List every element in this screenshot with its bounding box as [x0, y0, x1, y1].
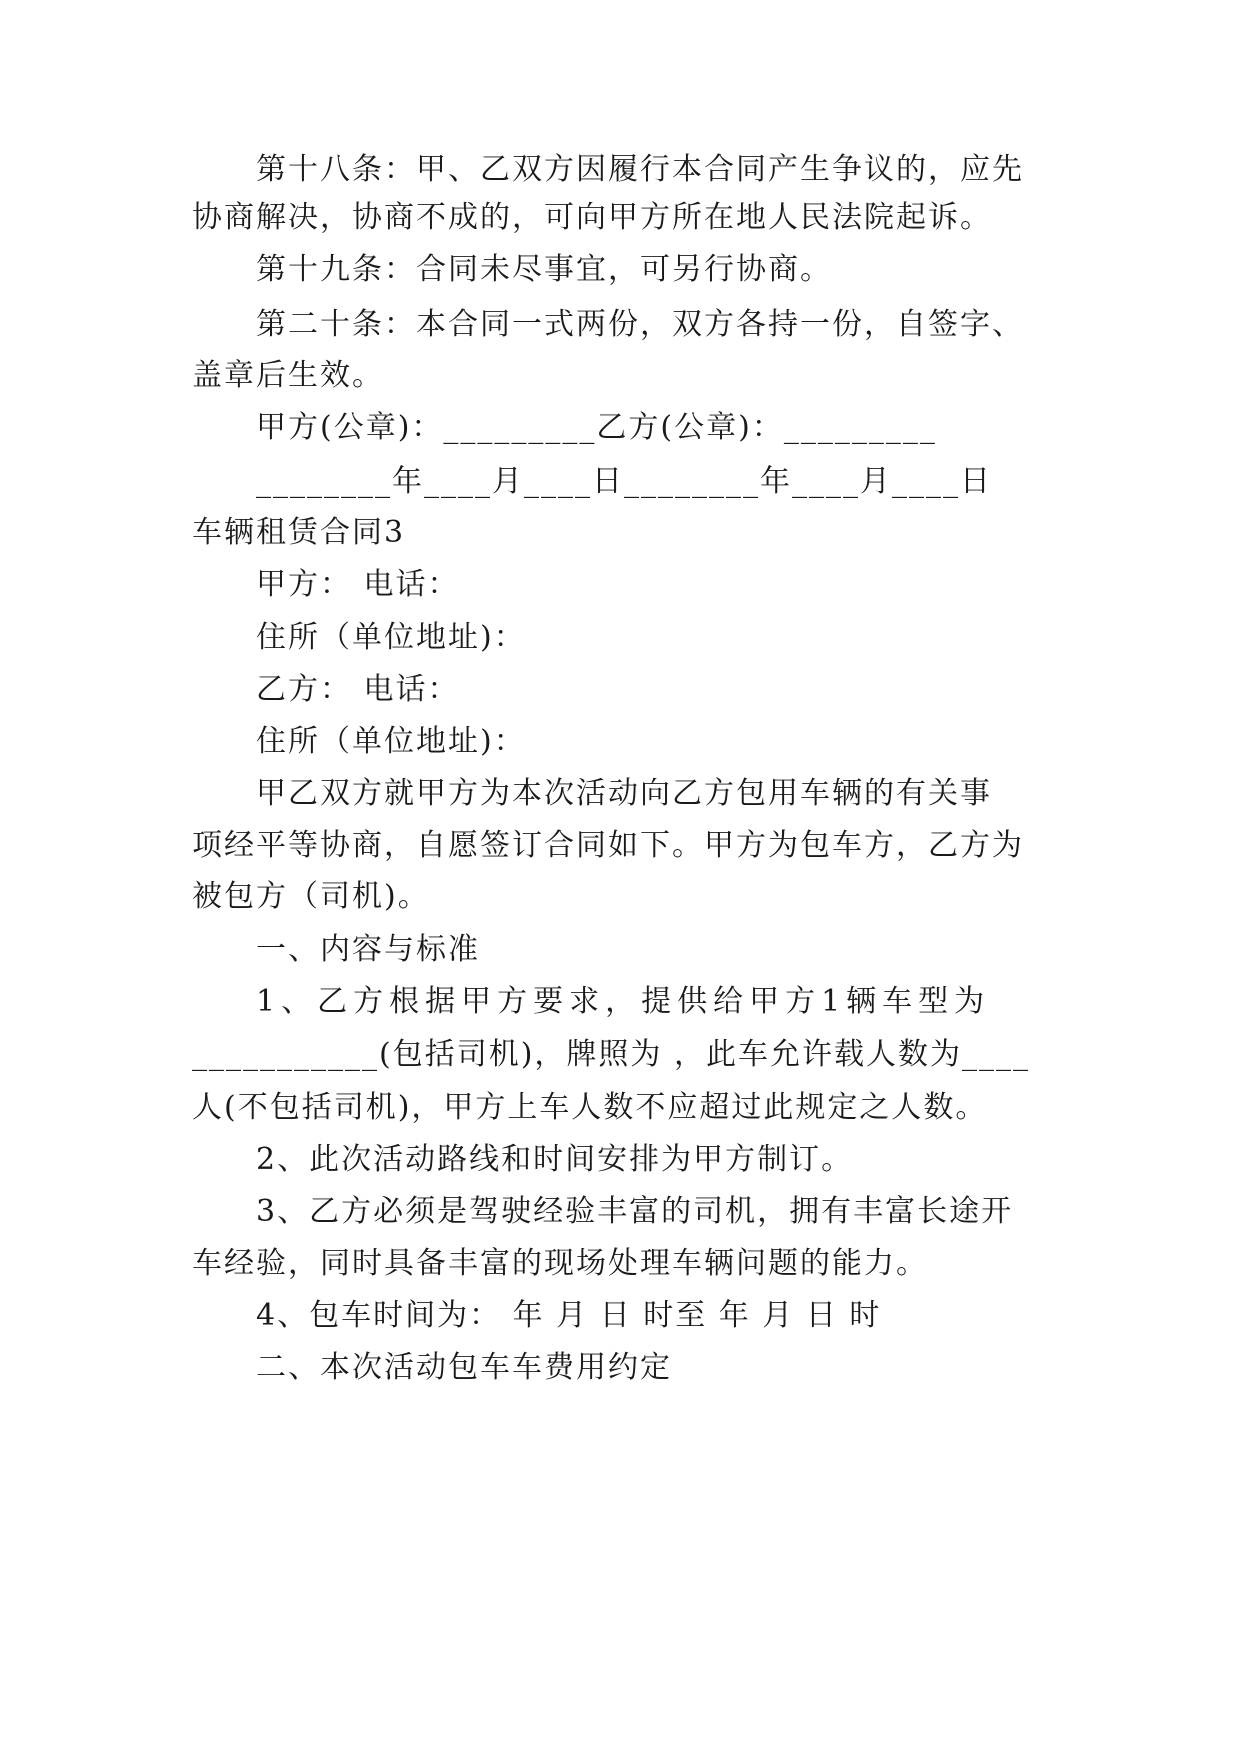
section-2-heading: 二、本次活动包车车费用约定	[256, 1350, 672, 1385]
preamble-line-1: 甲乙双方就甲方为本次活动向乙方包用车辆的有关事	[256, 776, 992, 811]
signature-line: 甲方(公章)：_________乙方(公章)：_________	[256, 410, 937, 445]
section-1-heading: 一、内容与标准	[256, 932, 480, 967]
clause-19: 第十九条：合同未尽事宜，可另行协商。	[256, 252, 832, 287]
clause-20-line-1: 第二十条：本合同一式两份，双方各持一份，自签字、	[256, 307, 1024, 342]
item-3-line-2: 车经验，同时具备丰富的现场处理车辆问题的能力。	[192, 1246, 928, 1281]
party-a-phone: 甲方： 电话：	[256, 567, 460, 602]
item-4: 4、包车时间为： 年 月 日 时至 年 月 日 时	[256, 1298, 882, 1333]
clause-20-line-2: 盖章后生效。	[192, 358, 384, 393]
item-1-line-2: ___________(包括司机)，牌照为 ，此车允许载人数为____	[192, 1037, 1030, 1072]
date-line: ________年____月____日________年____月____日	[256, 464, 992, 499]
item-2: 2、此次活动路线和时间安排为甲方制订。	[256, 1142, 854, 1177]
clause-18-line-2: 协商解决，协商不成的，可向甲方所在地人民法院起诉。	[192, 200, 992, 235]
item-1-line-3: 人(不包括司机)，甲方上车人数不应超过此规定之人数。	[192, 1090, 988, 1125]
party-b-phone: 乙方： 电话：	[256, 672, 460, 707]
contract-title: 车辆租赁合同3	[192, 515, 406, 550]
item-3-line-1: 3、乙方必须是驾驶经验丰富的司机，拥有丰富长途开	[256, 1194, 1014, 1229]
party-a-address: 住所（单位地址)：	[256, 620, 526, 655]
clause-18-line-1: 第十八条：甲、乙双方因履行本合同产生争议的，应先	[256, 152, 1024, 187]
party-b-address: 住所（单位地址)：	[256, 724, 526, 759]
preamble-line-2: 项经平等协商，自愿签订合同如下。甲方为包车方，乙方为	[192, 828, 1024, 863]
item-1-line-1: 1、乙方根据甲方要求，提供给甲方1辆车型为	[256, 984, 991, 1019]
preamble-line-3: 被包方（司机)。	[192, 879, 430, 914]
